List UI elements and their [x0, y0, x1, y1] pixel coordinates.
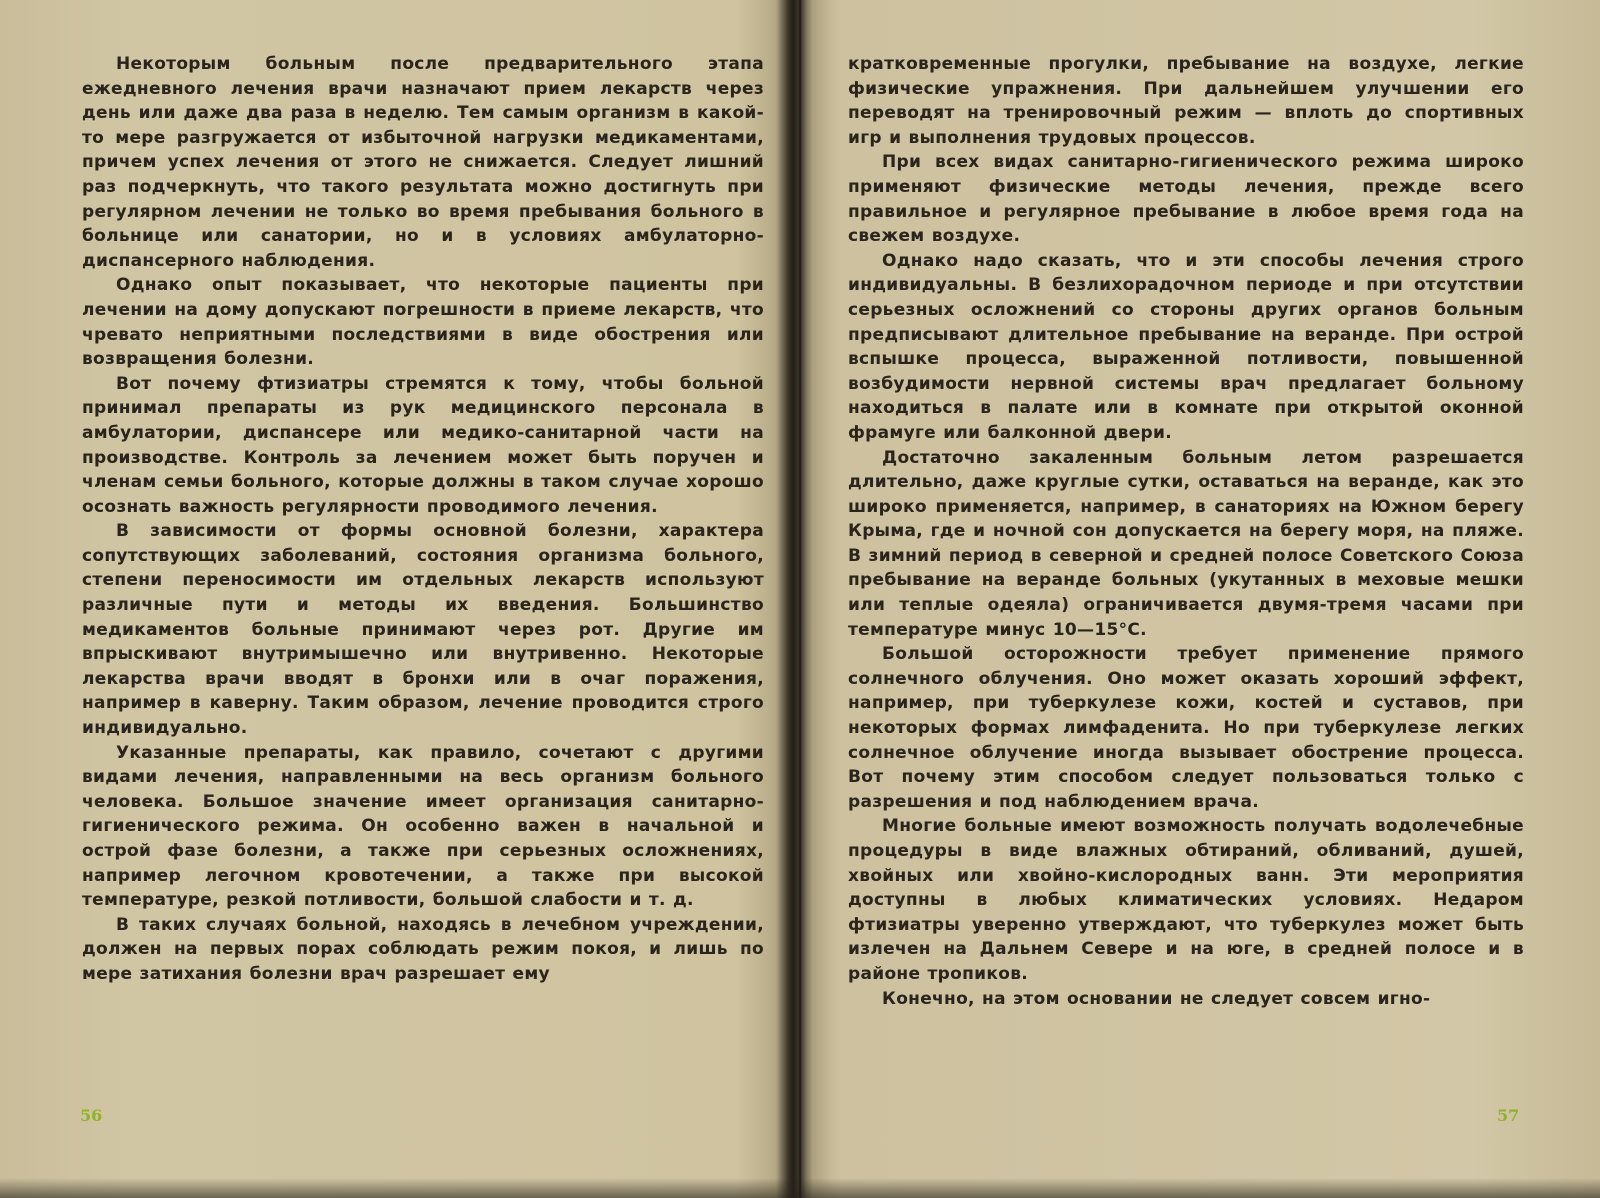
paragraph: Однако опыт показывает, что некоторые пациенты при лечении на дому допускают погрешности в приеме лекарств, что чревато неприятными последствиями в виде обострения или возвращения болезни. — [82, 275, 764, 370]
page-number-left: 56 — [80, 1106, 103, 1125]
paragraph: В таких случаях больной, находясь в лечебном учреждении, должен на первых порах соблюдать режим покоя, и лишь по мере затихания болезни врач разрешает ему — [82, 914, 764, 984]
page-number-right: 57 — [1497, 1106, 1520, 1125]
paragraph: Многие больные имеют возможность получать водолечебные процедуры в виде влажных обтираний, обливаний, душей, хвойных или хвойно-кислородных ванн. Эти мероприятия доступны в любых климатических условиях. Недаром фтизиатры уверенно утверждают, что туберкулез может быть излечен на Дальнем Севере и на юге, в средней полосе и в районе тропиков. — [848, 816, 1524, 984]
left-page — [82, 52, 764, 1152]
paragraph: Большой осторожности требует применение прямого солнечного облучения. Оно может оказать хороший эффект, например, при туберкулезе кожи, костей и суставов, при некоторых формах лимфаденита. Но при туберкулезе легких солнечное облучение иногда вызывает обострение процесса. Вот почему этим способом следует пользоваться только с разрешения и под наблюдением врача. — [848, 644, 1524, 812]
paragraph: Достаточно закаленным больным летом разрешается длительно, даже круглые сутки, оставаться на веранде, как это широко применяется, например, в санаториях на Южном берегу Крыма, где и ночной сон допускается на берегу моря, на пляже. В зимний период в северной и средней полосе Советского Союза пребывание на веранде больных (укутанных в меховые мешки или теплые одеяла) ограничивается двумя-тремя часами при температуре минус 10—15°С. — [848, 447, 1524, 640]
paragraph: Конечно, на этом основании не следует совсем игно- — [882, 988, 1431, 1009]
paragraph: Некоторым больным после предварительного этапа ежедневного лечения врачи назначают прием лекарств через день или даже два раза в неделю. Тем самым организм в какой-то мере разгружается от избыточной нагрузки медикаментами, причем успех лечения от этого не снижается. Следует лишний раз подчеркнуть, что такого результата можно достигнуть при регулярном лечении не только во время пребывания больного в больнице или санатории, но и в условиях амбулаторно-диспансерного наблюдения. — [82, 54, 764, 271]
left-page-text — [82, 52, 764, 987]
right-page — [848, 52, 1524, 1152]
paragraph: Указанные препараты, как правило, сочетают с другими видами лечения, направленными на весь организм больного человека. Большое значение имеет организация санитарно-гигиенического режима. Он особенно важен в начальной и острой фазе болезни, а также при серьезных осложнениях, например легочном кровотечении, а также при высокой температуре, резкой потливости, большой слабости и т. д. — [82, 742, 764, 911]
paragraph: В зависимости от формы основной болезни, характера сопутствующих заболеваний, состояния организма больного, степени переносимости им отдельных лекарств используют различные пути и методы их введения. Большинство медикаментов больные принимают через рот. Другие им впрыскивают внутримышечно или внутривенно. Некоторые лекарства врачи вводят в бронхи или в очаг поражения, например в каверну. Таким образом, лечение проводится строго индивидуально. — [82, 521, 764, 739]
page-bottom-edge — [0, 1178, 1600, 1198]
paragraph: Однако надо сказать, что и эти способы лечения строго индивидуальны. В безлихорадочном периоде и при отсутствии серьезных осложнений со стороны других органов больным предписывают длительное пребывание на веранде. При острой вспышке процесса, выраженной потливости, повышенной возбудимости нервной системы врач предлагает больному находиться в палате или в комнате при открытой оконной фрамуге или балконной двери. — [848, 250, 1524, 443]
right-page-text — [848, 52, 1524, 1011]
book-gutter — [768, 0, 832, 1198]
paragraph: Вот почему фтизиатры стремятся к тому, чтобы больной принимал препараты из рук медицинского персонала в амбулатории, диспансере или медико-санитарной части на производстве. Контроль за лечением может быть поручен и членам семьи больного, которые должны в таком случае хорошо осознать важность регулярности проводимого лечения. — [82, 373, 764, 517]
paragraph: При всех видах санитарно-гигиенического режима широко применяют физические методы лечения, прежде всего правильное и регулярное пребывание в любое время года на свежем воздухе. — [848, 152, 1524, 247]
paragraph-continued: кратковременные прогулки, пребывание на воздухе, легкие физические упражнения. При дальнейшем улучшении его переводят на тренировочный режим — вплоть до спортивных игр и выполнения трудовых процессов. — [848, 54, 1524, 148]
